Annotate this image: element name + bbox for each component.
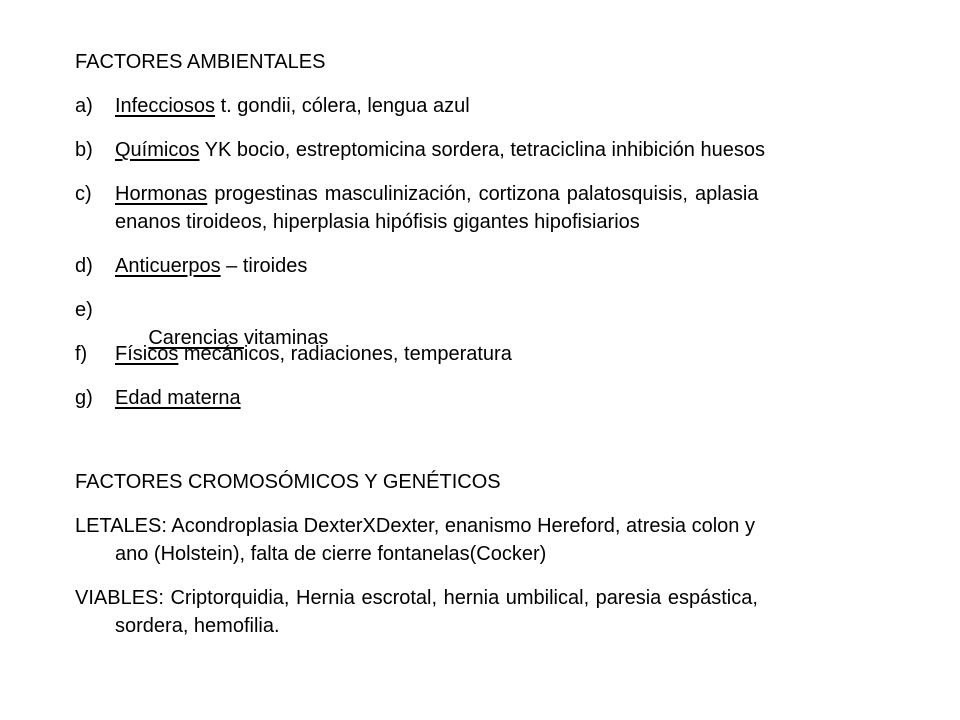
list-marker: e) — [75, 299, 93, 321]
letales-paragraph-continued: ano (Holstein), falta de cierre fontanelas(Cocker) — [115, 543, 547, 565]
list-term: Edad materna — [115, 387, 241, 409]
list-term: Químicos — [115, 139, 200, 161]
list-marker: a) — [75, 95, 93, 117]
viables-paragraph-continued: sordera, hemofilia. — [115, 615, 280, 637]
list-marker: g) — [75, 387, 93, 409]
list-term: Físicos — [115, 343, 179, 365]
list-term: Carencias — [148, 327, 244, 349]
list-term: Anticuerpos — [115, 255, 221, 277]
section-heading-cromosomicos: FACTORES CROMOSÓMICOS Y GENÉTICOS — [75, 471, 501, 493]
list-term: Hormonas — [115, 183, 208, 205]
viables-paragraph: VIABLES: Criptorquidia, Hernia escrotal, hernia umbilical, paresia espástica, — [75, 587, 758, 609]
list-marker: d) — [75, 255, 93, 277]
list-text: YK bocio, estreptomicina sordera, tetraciclina inhibición huesos — [199, 139, 765, 161]
list-text-continued: enanos tiroideos, hiperplasia hipófisis gigantes hipofisiarios — [115, 211, 640, 233]
list-marker: c) — [75, 183, 92, 205]
list-term: Infecciosos — [115, 95, 216, 117]
list-text: vitaminas — [243, 327, 329, 349]
list-marker: f) — [75, 343, 88, 365]
list-marker: b) — [75, 139, 93, 161]
letales-paragraph: LETALES: Acondroplasia DexterXDexter, enanismo Hereford, atresia colon y — [75, 515, 755, 537]
list-text: progestinas masculinización, cortizona palatosquisis, aplasia — [207, 183, 759, 205]
list-text: mecánicos, radiaciones, temperatura — [178, 343, 512, 365]
list-text: t. gondii, cólera, lengua azul — [215, 95, 470, 117]
list-text: – tiroides — [220, 255, 308, 277]
section-heading-ambientales: FACTORES AMBIENTALES — [75, 51, 326, 73]
